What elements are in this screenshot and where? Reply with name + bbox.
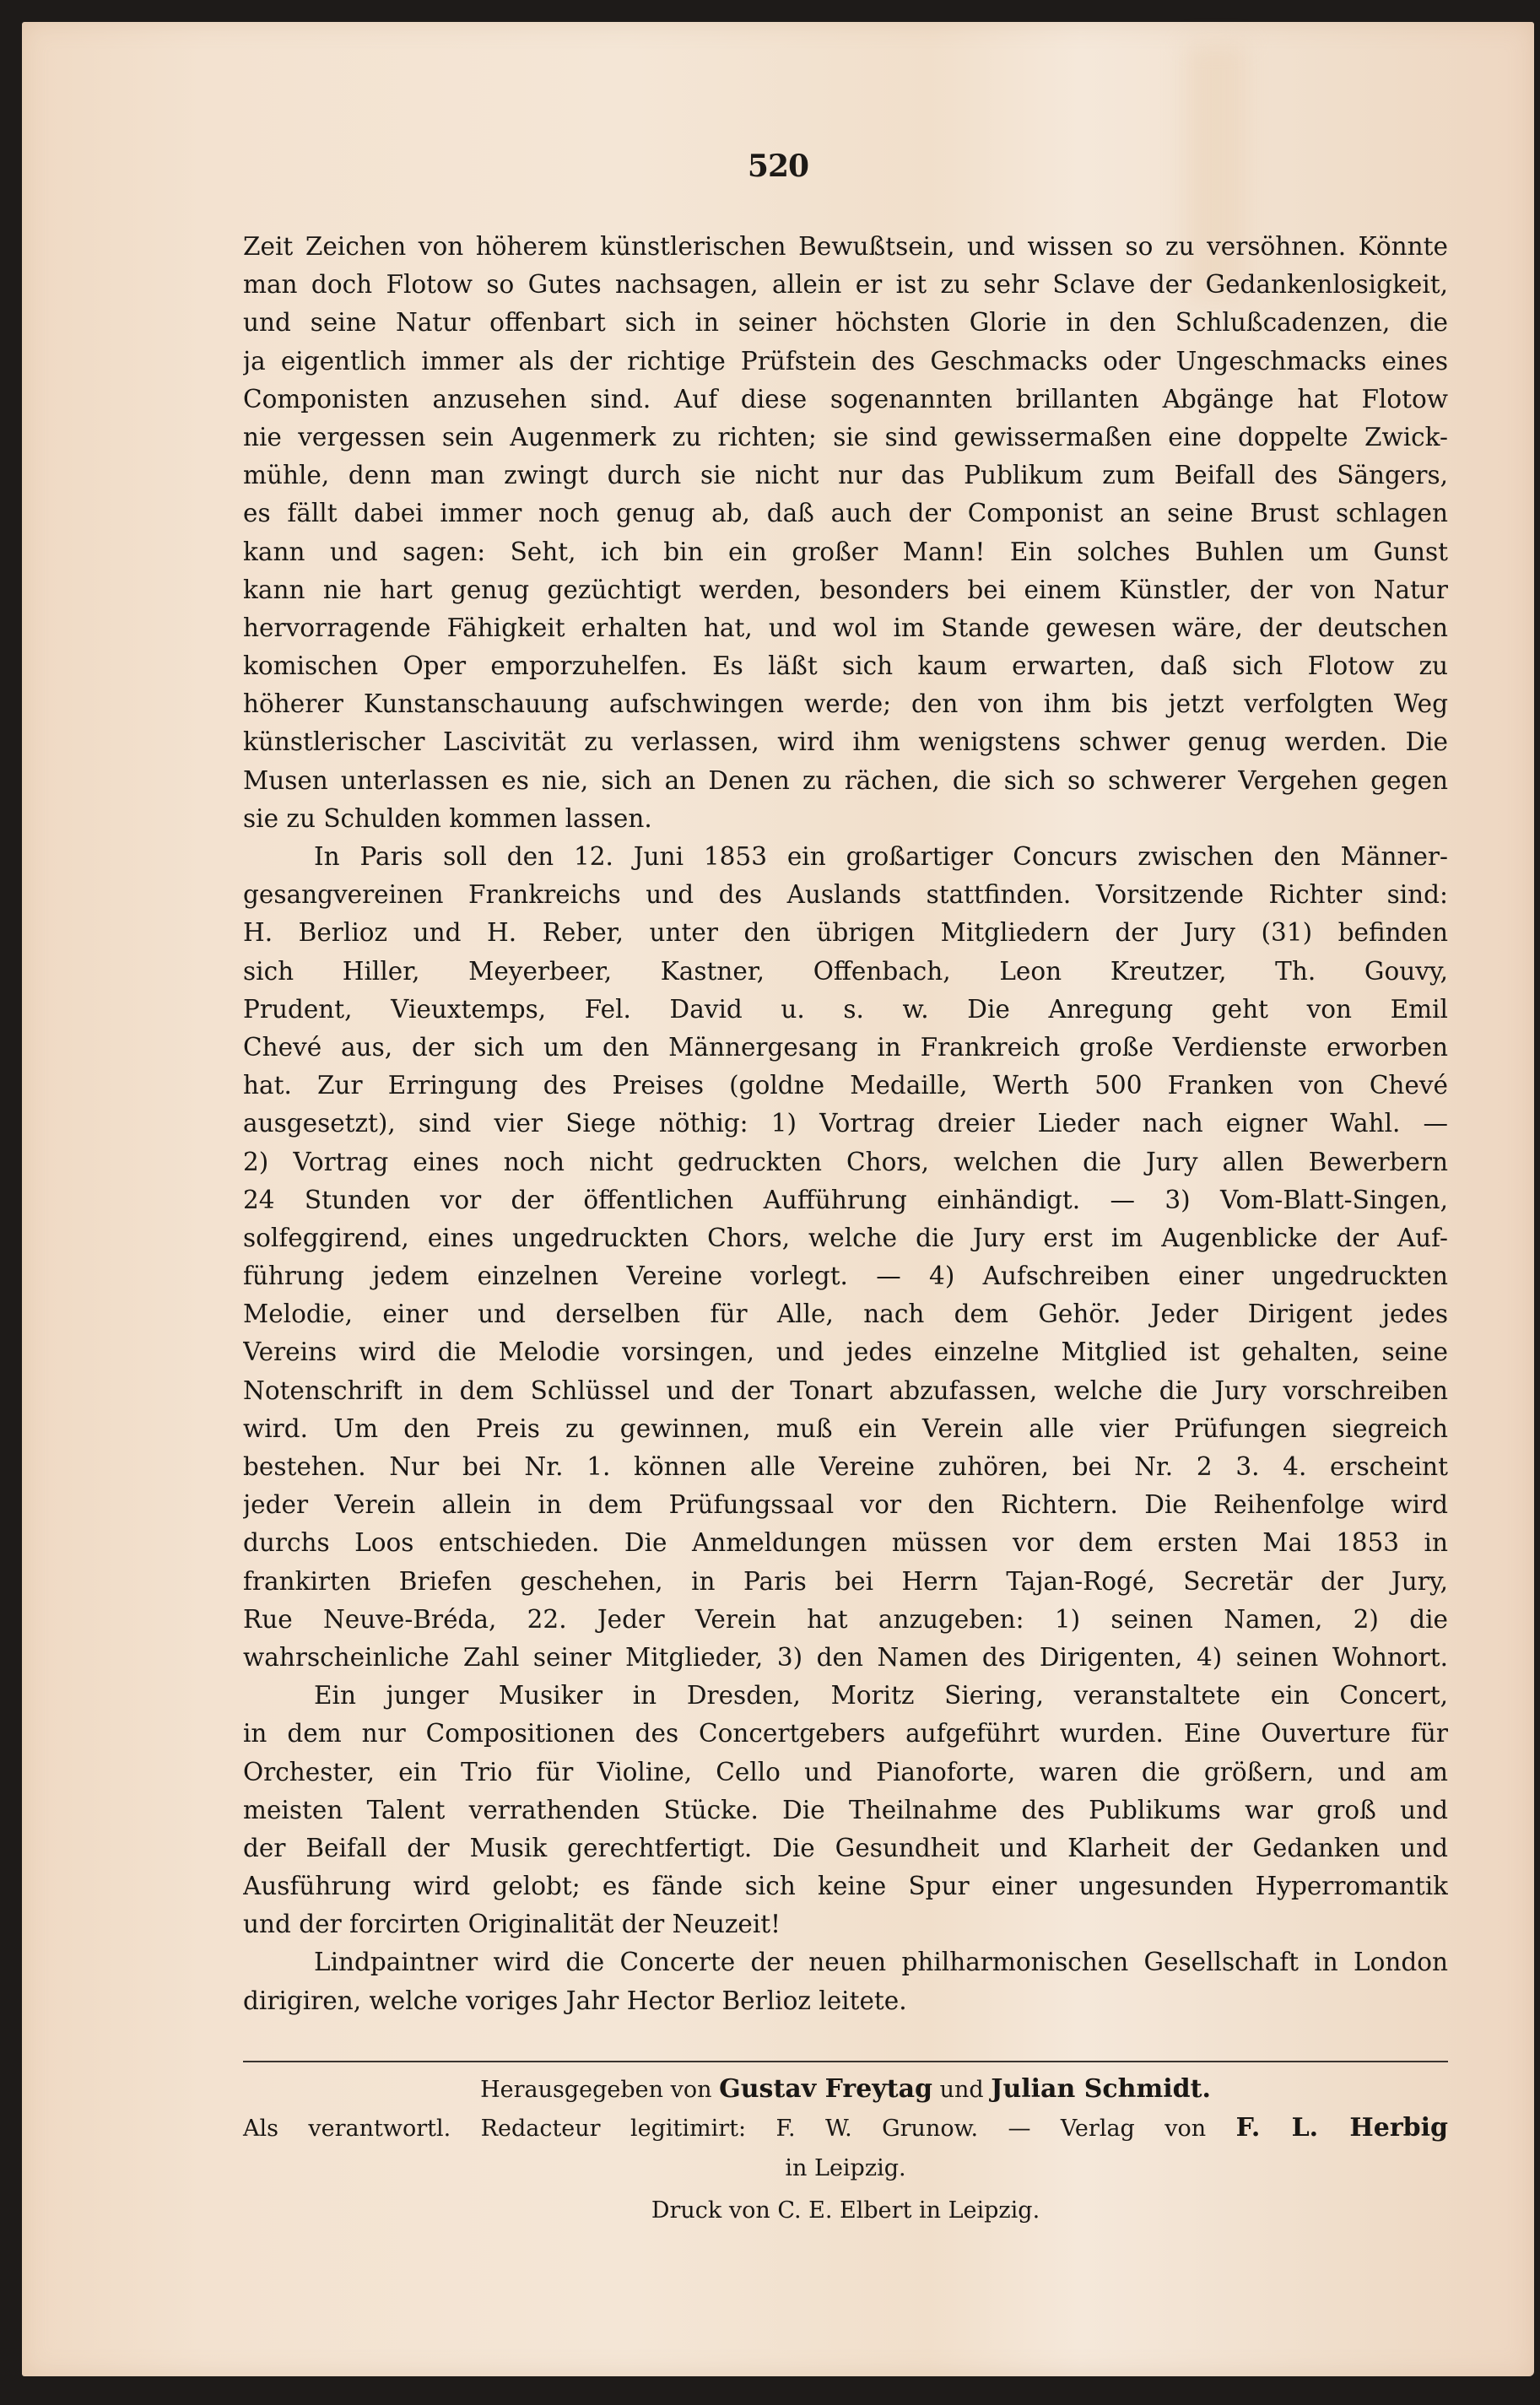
publisher-name: F. L. Herbig: [1235, 2113, 1448, 2143]
text-line: künstlerischer Lascivität zu verlassen, wird ihm wenigstens schwer genug werden. Die: [243, 727, 1448, 757]
article-body: [243, 228, 1448, 2020]
text-line: gesangvereinen Frankreichs und des Auslands stattfinden. Vorsitzende Richter sind:: [243, 880, 1448, 910]
text-line: in dem nur Compositionen des Concertgebers aufgeführt wurden. Eine Ouverture für: [243, 1719, 1448, 1748]
text-line: nie vergessen sein Augenmerk zu richten; sie sind gewissermaßen eine doppelte Zwick-: [243, 422, 1448, 451]
text-line: Melodie, einer und derselben für Alle, nach dem Gehör. Jeder Dirigent jedes: [243, 1300, 1448, 1329]
printer-line: Druck von C. E. Elbert in Leipzig.: [651, 2197, 1040, 2224]
text-line: man doch Flotow so Gutes nachsagen, allein er ist zu sehr Sclave der Gedankenlosigkeit,: [243, 270, 1448, 300]
text-line: Musen unterlassen es nie, sich an Denen zu rächen, die sich so schwerer Vergehen gegen: [243, 765, 1448, 795]
text-line: Chevé aus, der sich um den Männergesang in Frankreich große Verdienste erworben: [243, 1032, 1448, 1062]
editors-line: [243, 2074, 1448, 2104]
responsible-editor-text: Als verantwortl. Redacteur legitimirt: F. W. Grunow. — Verlag von: [243, 2116, 1207, 2142]
text-line: durchs Loos entschieden. Die Anmeldungen müssen vor dem ersten Mai 1853 in: [243, 1528, 1448, 1558]
text-line: führung jedem einzelnen Vereine vorlegt. — 4) Aufschreiben einer ungedruckten: [243, 1262, 1448, 1291]
text-line: 24 Stunden vor der öffentlichen Aufführung einhändigt. — 3) Vom-Blatt-Singen,: [243, 1185, 1448, 1214]
text-line: solfeggirend, eines ungedruckten Chors, welche die Jury erst im Augenblicke der Auf-: [243, 1223, 1448, 1252]
footer-divider: [243, 2061, 1448, 2062]
text-line: kann nie hart genug gezüchtigt werden, besonders bei einem Künstler, der von Natur: [243, 575, 1448, 604]
publisher-city: in Leipzig.: [785, 2155, 906, 2181]
text-line: komischen Oper emporzuhelfen. Es läßt sich kaum erwarten, daß sich Flotow zu: [243, 651, 1448, 681]
text-line: 2) Vortrag eines noch nicht gedruckten Chors, welchen die Jury allen Bewerbern: [243, 1147, 1448, 1176]
text-line: sich Hiller, Meyerbeer, Kastner, Offenbach, Leon Kreutzer, Th. Gouvy,: [243, 956, 1448, 986]
text-line: höherer Kunstanschauung aufschwingen werde; den von ihm bis jetzt verfolgten Weg: [243, 689, 1448, 719]
paragraph-start-line: Lindpaintner wird die Concerte der neuen philharmonischen Gesellschaft in London: [314, 1948, 1448, 1977]
text-line: und seine Natur offenbart sich in seiner höchsten Glorie in den Schlußcadenzen, die: [243, 308, 1448, 338]
publisher-line: [243, 2113, 1448, 2143]
text-line: jeder Verein allein in dem Prüfungssaal vor den Richtern. Die Reihenfolge wird: [243, 1490, 1448, 1520]
paragraph-start-line: Ein junger Musiker in Dresden, Moritz Siering, veranstaltete ein Concert,: [314, 1681, 1448, 1711]
text-line: es fällt dabei immer noch genug ab, daß auch der Componist an seine Brust schlagen: [243, 499, 1448, 528]
editor-name: Julian Schmidt.: [991, 2074, 1211, 2104]
text-line: meisten Talent verrathenden Stücke. Die Theilnahme des Publikums war groß und: [243, 1795, 1448, 1824]
text-line: wird. Um den Preis zu gewinnen, muß ein Verein alle vier Prüfungen siegreich: [243, 1413, 1448, 1443]
editor-name: Gustav Freytag: [719, 2074, 932, 2104]
text-line: wahrscheinliche Zahl seiner Mitglieder, 3) den Namen des Dirigenten, 4) seinen Wohnort.: [243, 1642, 1448, 1672]
editors-and: und: [939, 2077, 984, 2103]
text-line: frankirten Briefen geschehen, in Paris bei Herrn Tajan-Rogé, Secretär der Jury,: [243, 1566, 1448, 1596]
text-line: Prudent, Vieuxtemps, Fel. David u. s. w. Die Anregung geht von Emil: [243, 994, 1448, 1024]
text-line: Rue Neuve-Bréda, 22. Jeder Verein hat anzugeben: 1) seinen Namen, 2) die: [243, 1604, 1448, 1634]
text-line: dirigiren, welche voriges Jahr Hector Berlioz leitete.: [243, 1986, 907, 2015]
text-line: Notenschrift in dem Schlüssel und der Tonart abzufassen, welche die Jury vorschreiben: [243, 1375, 1448, 1405]
paragraph-start-line: In Paris soll den 12. Juni 1853 ein großartiger Concurs zwischen den Männer-: [314, 842, 1448, 871]
text-line: Orchester, ein Trio für Violine, Cello und Pianoforte, waren die größern, und am: [243, 1757, 1448, 1786]
editors-prefix: Herausgegeben von: [480, 2077, 712, 2103]
text-line: ja eigentlich immer als der richtige Prüfstein des Geschmacks oder Ungeschmacks eines: [243, 346, 1448, 376]
page-number: 520: [747, 149, 809, 184]
text-line: kann und sagen: Seht, ich bin ein großer Mann! Ein solches Buhlen um Gunst: [243, 537, 1448, 566]
text-line: hervorragende Fähigkeit erhalten hat, und wol im Stande gewesen wäre, der deutschen: [243, 613, 1448, 642]
text-line: Vereins wird die Melodie vorsingen, und jedes einzelne Mitglied ist gehalten, seine: [243, 1338, 1448, 1367]
document-page: [22, 22, 1534, 2376]
text-line: mühle, denn man zwingt durch sie nicht nur das Publikum zum Beifall des Sängers,: [243, 461, 1448, 490]
text-line: hat. Zur Erringung des Preises (goldne Medaille, Werth 500 Franken von Chevé: [243, 1071, 1448, 1100]
text-line: ausgesetzt), sind vier Siege nöthig: 1) Vortrag dreier Lieder nach eigner Wahl. —: [243, 1109, 1448, 1138]
text-line: und der forcirten Originalität der Neuzeit!: [243, 1910, 781, 1939]
text-line: sie zu Schulden kommen lassen.: [243, 803, 652, 833]
text-line: Zeit Zeichen von höherem künstlerischen Bewußtsein, und wissen so zu versöhnen. Könnte: [243, 232, 1448, 261]
text-line: Ausführung wird gelobt; es fände sich keine Spur einer ungesunden Hyperromantik: [243, 1872, 1448, 1901]
text-line: H. Berlioz und H. Reber, unter den übrigen Mitgliedern der Jury (31) befinden: [243, 918, 1448, 948]
text-line: bestehen. Nur bei Nr. 1. können alle Vereine zuhören, bei Nr. 2 3. 4. erscheint: [243, 1452, 1448, 1481]
text-line: Componisten anzusehen sind. Auf diese sogenannten brillanten Abgänge hat Flotow: [243, 384, 1448, 413]
text-line: der Beifall der Musik gerechtfertigt. Die Gesundheit und Klarheit der Gedanken und: [243, 1833, 1448, 1862]
